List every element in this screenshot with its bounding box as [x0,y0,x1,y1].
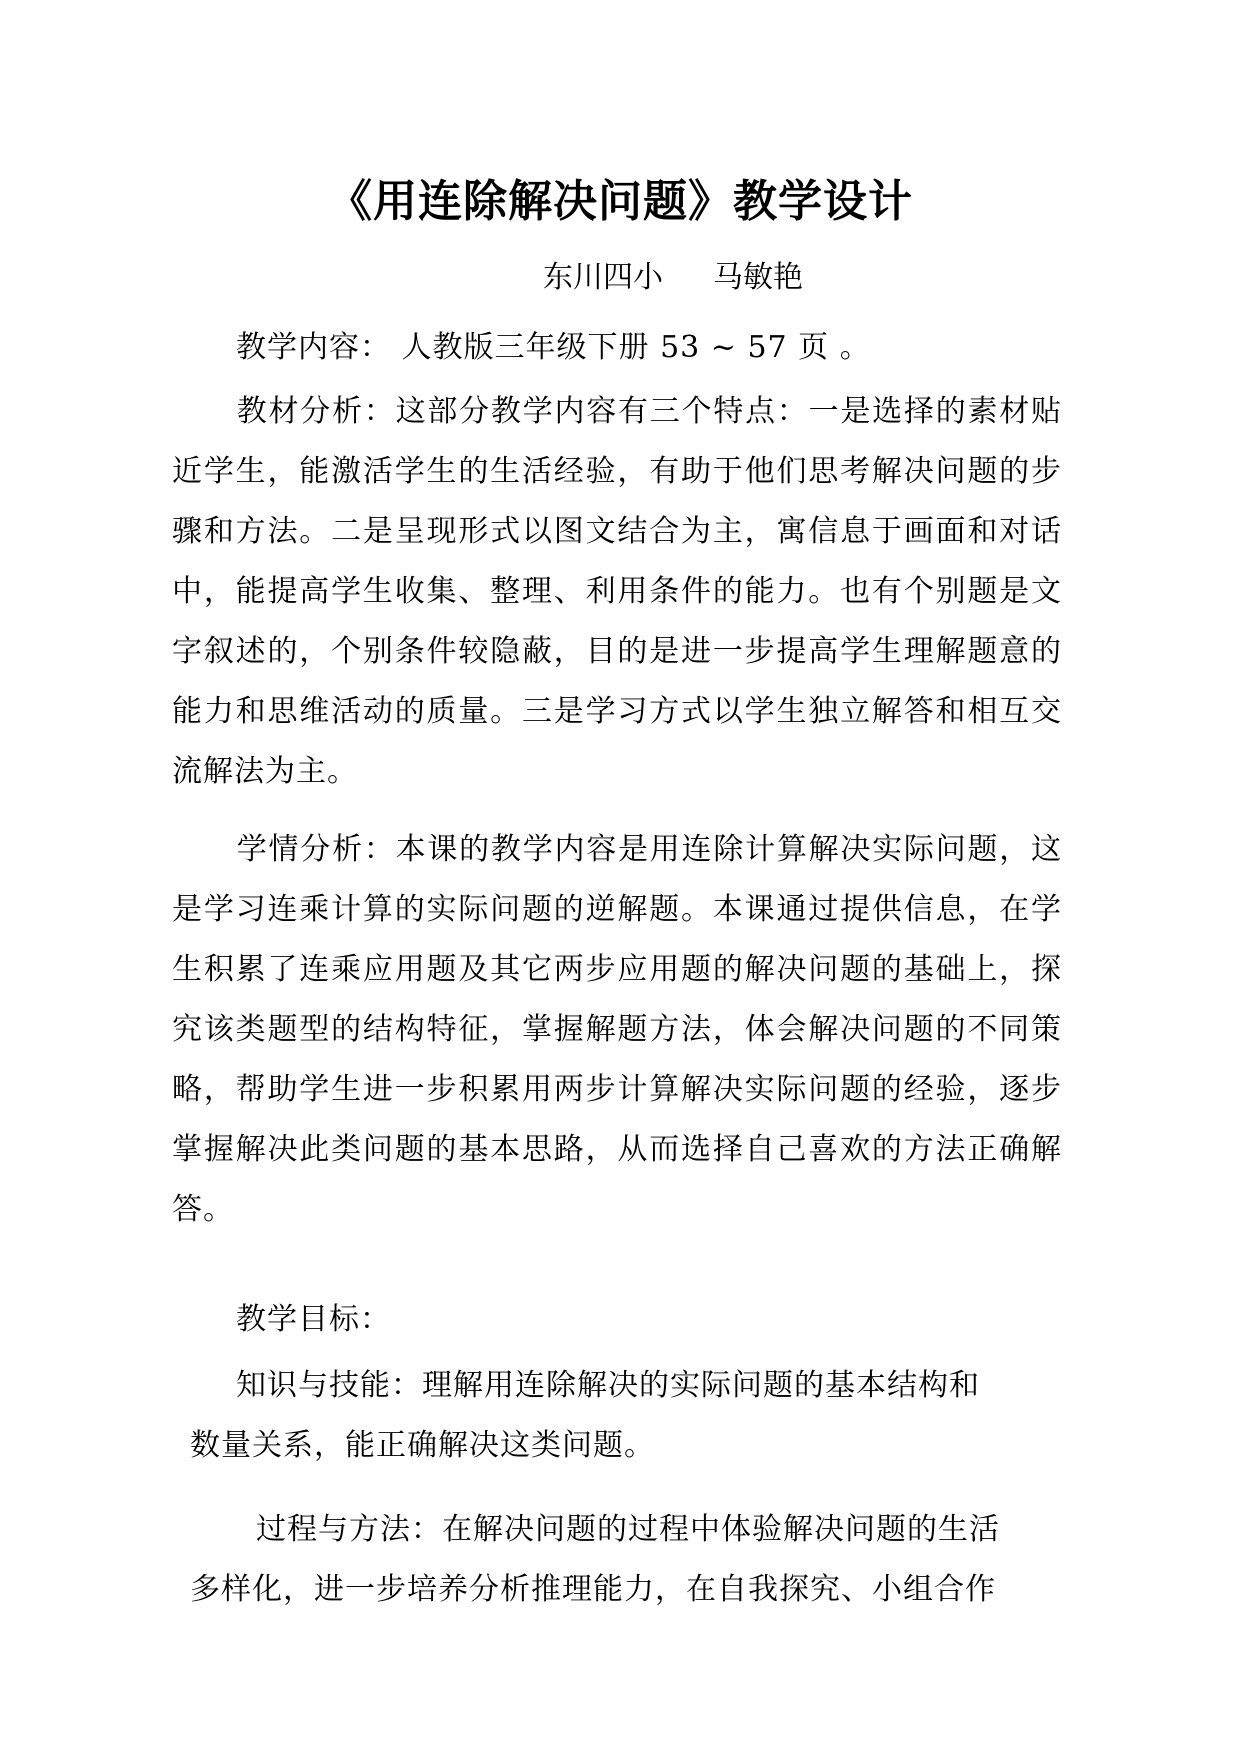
material-analysis-heading: 教材分析： [236,394,396,429]
situation-analysis-heading: 学情分析： [236,832,396,867]
teaching-goals-heading: 教学目标： [236,1302,391,1337]
author-name: 马敏艳 [713,260,803,295]
goal-knowledge-line2: 数量关系，能正确解决这类问题。 [190,1428,655,1463]
goal-process-paragraph [172,1500,1062,1620]
teaching-content-text: 人教版三年级下册 53 ~ 57 页 。 [401,330,871,365]
teaching-content-paragraph [172,318,1062,378]
goal-process-line1: 过程与方法：在解决问题的过程中体验解决问题的生活 [256,1512,1000,1547]
goal-knowledge-line1: 知识与技能：理解用连除解决的实际问题的基本结构和 [236,1368,980,1403]
author-school: 东川四小 [543,260,663,295]
teaching-content-heading: 教学内容： [236,330,391,365]
situation-analysis-text: 本课的教学内容是用连除计算解决实际问题，这是学习连乘计算的实际问题的逆解题。本课通过提供信息，在学生积累了连乘应用题及其它两步应用题的解决问题的基础上，探究该类题型的结构特征，掌握解题方法，体会解决问题的不同策略，帮助学生进一步积累用两步计算解决实际问题的经验，逐步掌握解决此类问题的基本思路，从而选择自己喜欢的方法正确解答。 [172,832,1063,1227]
goal-process-line2: 多样化，进一步培养分析推理能力，在自我探究、小组合作 [190,1572,996,1607]
situation-analysis-paragraph [172,820,1062,1240]
material-analysis-paragraph [172,382,1062,802]
document-title: 《用连除解决问题》教学设计 [328,176,913,227]
teaching-goals-heading-line [172,1290,1062,1350]
goal-knowledge-paragraph [172,1356,1062,1476]
author-line [543,258,803,298]
material-analysis-text: 这部分教学内容有三个特点：一是选择的素材贴近学生，能激活学生的生活经验，有助于他们思考解决问题的步骤和方法。二是呈现形式以图文结合为主，寓信息于画面和对话中，能提高学生收集、整理、利用条件的能力。也有个别题是文字叙述的，个别条件较隐蔽，目的是进一步提高学生理解题意的能力和思维活动的质量。三是学习方式以学生独立解答和相互交流解法为主。 [172,394,1063,789]
